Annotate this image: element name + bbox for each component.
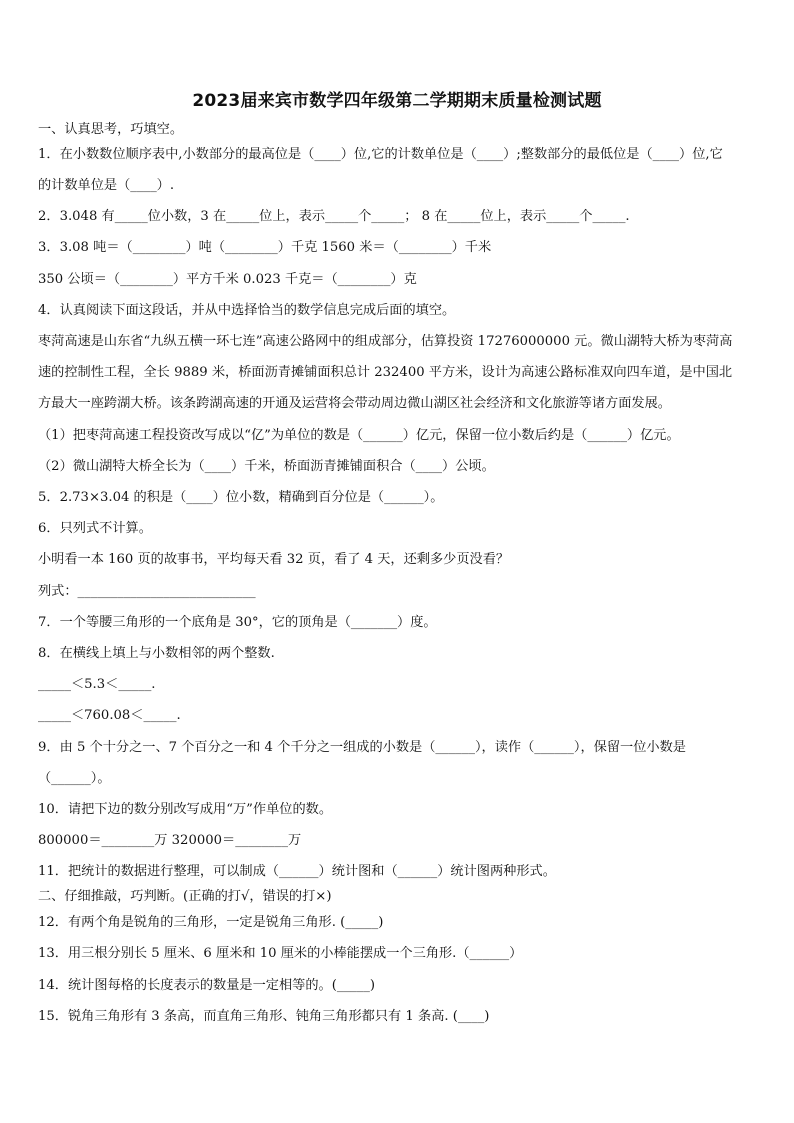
question-14: 14．统计图每格的长度表示的数量是一定相等的。(_____): [38, 978, 375, 993]
question-8: 8．在横线上填上与小数相邻的两个整数.: [38, 646, 275, 661]
question-10: 10．请把下边的数分别改写成用“万”作单位的数。: [38, 802, 333, 817]
question-10-items: 800000＝________万 320000＝________万: [38, 833, 302, 848]
question-1-line-2: 的计数单位是（____）.: [38, 178, 175, 193]
question-6: 6．只列式不计算。: [38, 521, 152, 536]
question-12: 12．有两个角是锐角的三角形，一定是锐角三角形. (_____): [38, 915, 384, 930]
question-9-line-1: 9．由 5 个十分之一、7 个百分之一和 4 个千分之一组成的小数是（______），读作（______），保留一位小数是: [38, 740, 686, 755]
question-7: 7．一个等腰三角形的一个底角是 30°，它的顶角是（_______）度。: [38, 615, 437, 630]
question-11: 11．把统计的数据进行整理，可以制成（______）统计图和（______）统计图两种形式。: [38, 864, 556, 879]
question-15: 15．锐角三角形有 3 条高，而直角三角形、钝角三角形都只有 1 条高. (____): [38, 1009, 490, 1024]
question-4-intro: 4．认真阅读下面这段话，并从中选择恰当的数学信息完成后面的填空。: [38, 303, 456, 318]
section-heading-2: 二、仔细推敲，巧判断。(正确的打√，错误的打×): [38, 889, 332, 904]
question-4-part-1: （1）把枣菏高速工程投资改写成以“亿”为单位的数是（______）亿元，保留一位小数后约是（______）亿元。: [38, 428, 680, 443]
passage-line-1: 枣菏高速是山东省“九纵五横一环七连”高速公路网中的组成部分，估算投资 17276000000 元。微山湖特大桥为枣菏高: [38, 334, 733, 349]
passage-line-2: 速的控制性工程，全长 9889 米，桥面沥青摊铺面积总计 232400 平方米，设计为高速公路标准双向四车道，是中国北: [38, 365, 733, 380]
question-4-part-2: （2）微山湖特大桥全长为（____）千米，桥面沥青摊铺面积合（____）公顷。: [38, 459, 495, 474]
question-1-line-1: 1．在小数数位顺序表中,小数部分的最高位是（____）位,它的计数单位是（____）;整数部分的最低位是（____）位,它: [38, 147, 723, 162]
passage-line-3: 方最大一座跨湖大桥。该条跨湖高速的开通及运营将会带动周边微山湖区社会经济和文化旅游等诸方面发展。: [38, 396, 671, 411]
question-6-problem: 小明看一本 160 页的故事书，平均每天看 32 页，看了 4 天，还剩多少页没看？: [38, 552, 510, 567]
question-2: 2．3.048 有_____位小数，3 在_____位上，表示_____个_____； 8 在_____位上，表示_____个_____.: [38, 209, 630, 224]
question-6-answer-line: 列式：___________________________: [38, 584, 256, 599]
question-3-line-1: 3．3.08 吨＝（________）吨（________）千克 1560 米＝（________）千米: [38, 240, 492, 255]
question-9-line-2: （______）。: [38, 771, 111, 786]
section-heading-1: 一、认真思考，巧填空。: [38, 122, 184, 137]
question-3-line-2: 350 公顷＝（________）平方千米 0.023 千克＝（________）克: [38, 272, 417, 287]
question-13: 13．用三根分别长 5 厘米、6 厘米和 10 厘米的小棒能摆成一个三角形.（______）: [38, 946, 523, 961]
question-8-item-1: _____＜5.3＜_____.: [38, 677, 156, 692]
question-5: 5．2.73×3.04 的积是（____）位小数，精确到百分位是（______）。: [38, 490, 444, 505]
page-title: 2023届来宾市数学四年级第二学期期末质量检测试题: [192, 91, 602, 111]
question-8-item-2: _____＜760.08＜_____.: [38, 708, 181, 723]
